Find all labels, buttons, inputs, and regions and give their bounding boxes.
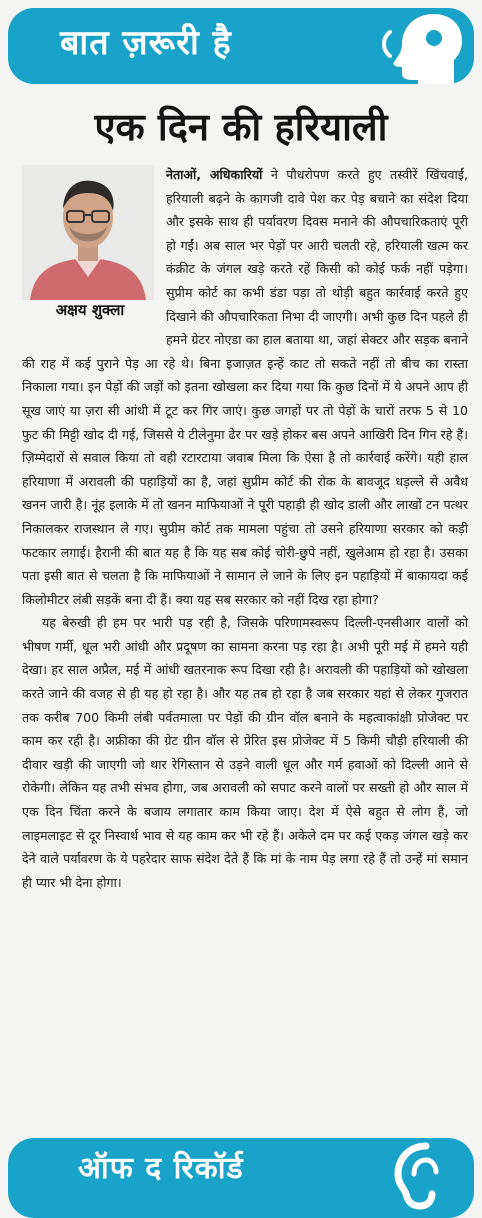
article-body xyxy=(22,163,468,894)
author-name: अक्षय शुक्ला xyxy=(55,301,125,319)
column-banner xyxy=(8,8,474,84)
article-paragraph-2: यह बेरुखी ही हम पर भारी पड़ रही है, जिसके परिणामस्वरूप दिल्ली-एनसीआर वालों को भीषण गर्मी, धूल भरी आंधी और प्रदूषण का सामना करना पड़ रहा है। अभी पूरी मई में हमने यही देखा। हर साल अप्रैल, मई में आंधी खतरनाक रूप दिखा रही है। अरावली की पहाड़ियों को खोखला करते जाने की वजह से ही यह हो रहा है। और यह तब हो रहा है जब सरकार यहां से लेकर गुजरात तक करीब 700 किमी लंबी पर्वतमाला पर पेड़ों की ग्रीन वॉल बनाने के महत्वाकांक्षी प्रोजेक्ट पर काम कर रही है। अफ्रीका की ग्रेट ग्रीन वॉल से प्रेरित इस प्रोजेक्ट में 5 किमी चौड़ी हरियाली की दीवार खड़ी की जाएगी जो थार रेगिस्तान से उड़ने वाली धूल और गर्म हवाओं को दिल्ली आने से रोकेगी। लेकिन यह तभी संभव होगा, जब अरावली को सपाट करने वालों पर सख्ती हो और साल में एक दिन चिंता करने के बजाय लगातार काम किया जाए। देश में ऐसे बहुत से लोग हैं, जो लाइमलाइट से दूर निस्वार्थ भाव से यह काम कर भी रहे हैं। अकेले दम पर कई एकड़ जंगल खड़े कर देने वाले पर्यावरण के ये पहरेदार साफ संदेश देते हैं कि मां के नाम पेड़ लगा रहे हैं तो उन्हें मां समान ही प्यार भी देना होगा। xyxy=(22,615,468,890)
ear-icon xyxy=(374,1140,464,1214)
paragraph-1-text: ने पौधरोपण करते हुए तस्वीरें खिंचवाईं, हरियाली बढ़ने के कागजी दावे पेश कर पेड़ बचाने का संदेश दिया और इसके साथ ही पर्यावरण दिवस मनाने की औपचारिकताएं पूरी हो गईं। अब साल भर पेड़ों पर आरी चलती रहे, हरियाली खत्म कर कंक्रीट के जंगल खड़े करते रहें किसी को कोई फर्क नहीं पड़ेगा। सुप्रीम कोर्ट का कभी डंडा पड़ा तो थोड़ी बहुत कार्रवाई करते हुए दिखाने की औपचारिकता निभा दी जाएगी। अभी कुछ दिन पहले ही हमने ग्रेटर नोएडा का हाल बताया था, जहां सेक्टर और सड़क बनाने की राह में कई पुराने पेड़ आ रहे थे। बिना इजाज़त इन्हें काट तो सकते नहीं तो बीच का रास्ता निकाला गया। इन पेड़ों की जड़ों को इतना खोखला कर दिया गया कि कुछ दिनों में ये अपने आप ही सूख जाएं या ज़रा सी आंधी में टूट कर गिर जाएं। कुछ जगहों पर तो पेड़ों के चारों तरफ 5 से 10 फुट की मिट्टी खोद दी गई, जिससे ये टीलेनुमा ढेर पर खड़े होकर बस अपने आखिरी दिन गिन रहे हैं। ज़िम्मेदारों से सवाल किया तो वही रटारटाया जवाब मिला कि ऐसा है तो कार्रवाई करेंगे। यही हाल हरियाणा में अरावली की पहाड़ियों का है, जहां सुप्रीम कोर्ट की रोक के बावजूद धड़ल्ले से अवैध खनन जारी है। नूंह इलाके में तो खनन माफियाओं ने पूरी पहाड़ी ही खोद डाली और लाखों टन पत्थर निकालकर राजस्थान ले गए। सुप्रीम कोर्ट तक मामला पहुंचा तो उसने हरियाणा सरकार को कड़ी फटकार लगाई। हैरानी की बात यह है कि यह सब कोई चोरी-छुपे नहीं, खुलेआम हो रहा है। उसका पता इसी बात से चलता है कि माफियाओं ने सामान ले जाने के लिए इन पहाड़ियों में बाकायदा कई किलोमीटर लंबी सड़कें बना दी हैं। क्या यह सब सरकार को नहीं दिख रहा होगा? xyxy=(22,167,469,607)
next-column-title: ऑफ द रिकॉर्ड xyxy=(78,1151,244,1186)
headline: एक दिन की हरियाली xyxy=(94,105,388,149)
head-profile-icon xyxy=(374,10,464,84)
lead-words: नेताओं, अधिकारियों xyxy=(166,167,263,182)
column-title: बात ज़रूरी है xyxy=(60,23,232,63)
next-column-banner xyxy=(8,1138,474,1218)
